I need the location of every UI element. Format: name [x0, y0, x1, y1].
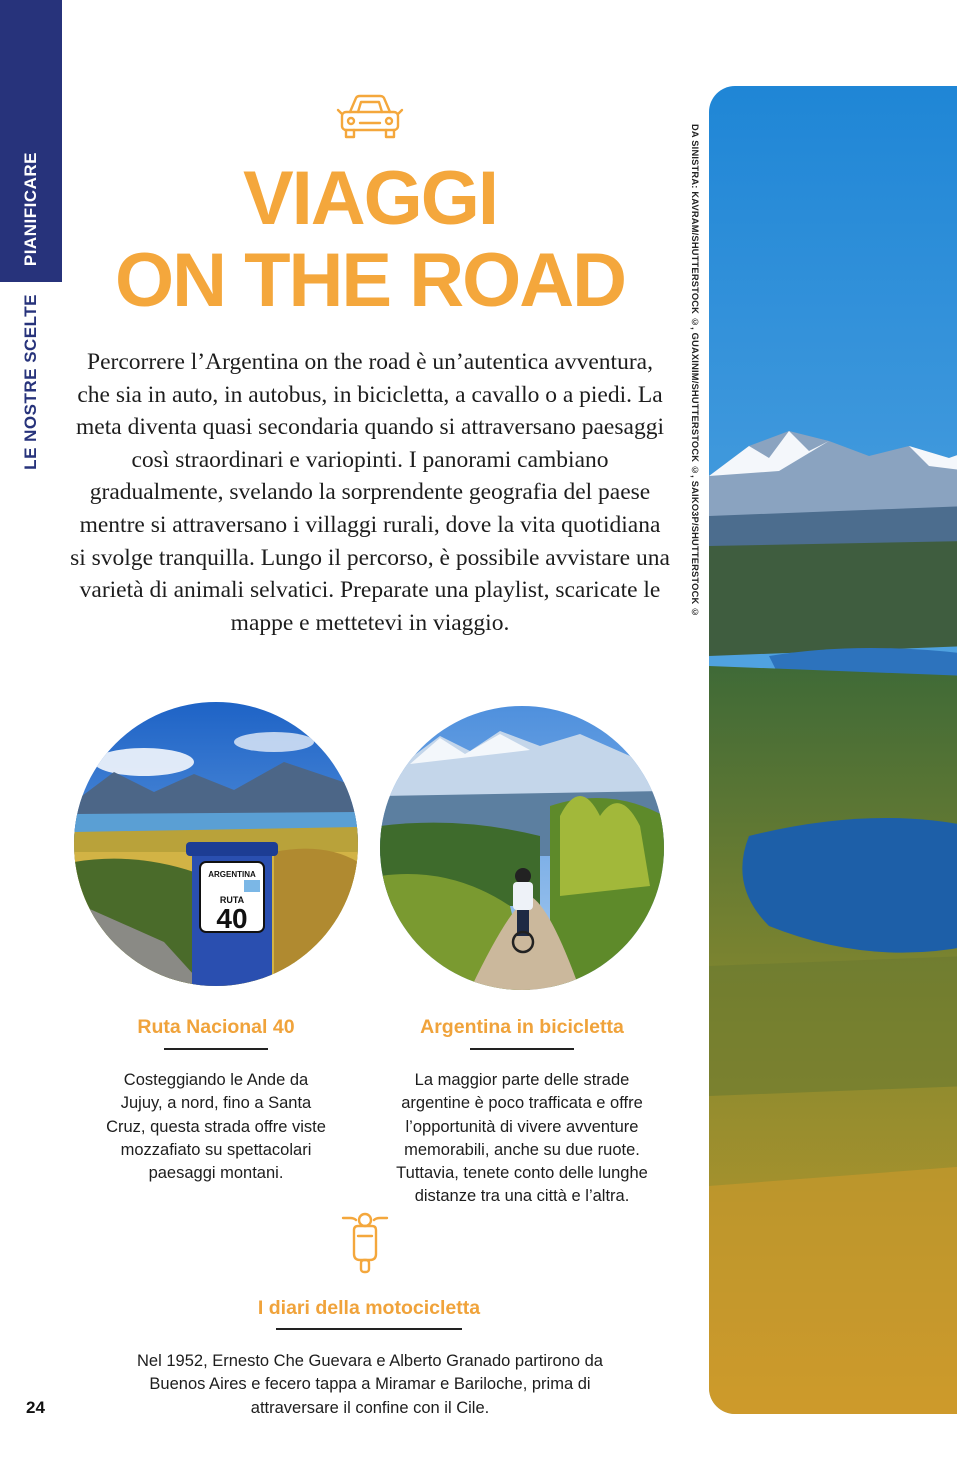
column-title-bici: Argentina in bicicletta — [420, 1016, 624, 1038]
sign-country: ARGENTINA — [208, 870, 256, 879]
moto-section-divider — [276, 1328, 462, 1330]
page-title — [60, 158, 680, 322]
column-divider-ruta — [164, 1048, 268, 1050]
section-tab-label: PIANIFICARE — [21, 151, 40, 266]
column-text-ruta: Costeggiando le Ande da Jujuy, a nord, fino a Santa Cruz, questa strada offre viste mozzafiato su spettacolari paesaggi montani. — [106, 1071, 326, 1183]
section-tab — [0, 0, 62, 282]
intro-paragraph: Percorrere l’Argentina on the road è un’autentica avventura, che sia in auto, in autobus, in bicicletta, a cavallo o a piedi. La meta diventa quasi secondaria quando si attraversano paesaggi così straordinari e variopinti. I panorami cambiano gradualmente, svelando la sorprendente geografia del paese mentre si attraversano i villaggi rurali, dove la vita quotidiana si svolge tranquilla. Lungo il percorso, è possibile avvistare una varietà di animali selvatici. Preparate una playlist, scaricate le mappe e mettetevi in viaggio. — [70, 349, 670, 636]
moto-section-title: I diari della motocicletta — [257, 1297, 481, 1319]
motorcycle-icon — [340, 1210, 390, 1274]
photo-credits: DA SINISTRA: KAVRAM/SHUTTERSTOCK ©, GUAXINIM/SHUTTERSTOCK ©, SAIKO3P/SHUTTERSTOCK © — [690, 124, 700, 618]
moto-section-text: Nel 1952, Ernesto Che Guevara e Alberto Granado partirono da Buenos Aires e fecero tappa a Miramar e Bariloche, prima di attraversare il confine con il Cile. — [137, 1352, 603, 1417]
title-line-2: ON THE ROAD — [115, 238, 625, 323]
subsection-tab — [0, 282, 62, 482]
sign-route: RUTA — [219, 895, 245, 905]
lake-landscape-photo — [709, 86, 957, 1414]
subsection-tab-label: LE NOSTRE SCELTE — [21, 294, 40, 470]
column-divider-bici — [470, 1048, 574, 1050]
cycling-photo — [380, 706, 664, 990]
column-title-ruta: Ruta Nacional 40 — [137, 1016, 295, 1038]
column-text-bici: La maggior parte delle strade argentine è poco trafficata e offre l’opportunità di vivere avventure memorabili, anche su due ruote. Tuttavia, tenete conto delle lunghe distanze tra una città e l’altra. — [396, 1071, 648, 1206]
car-icon — [336, 92, 404, 142]
title-line-1: VIAGGI — [242, 156, 498, 241]
ruta-40-photo — [74, 702, 358, 986]
page-number: 24 — [26, 1398, 45, 1417]
sign-number: 40 — [216, 903, 248, 934]
